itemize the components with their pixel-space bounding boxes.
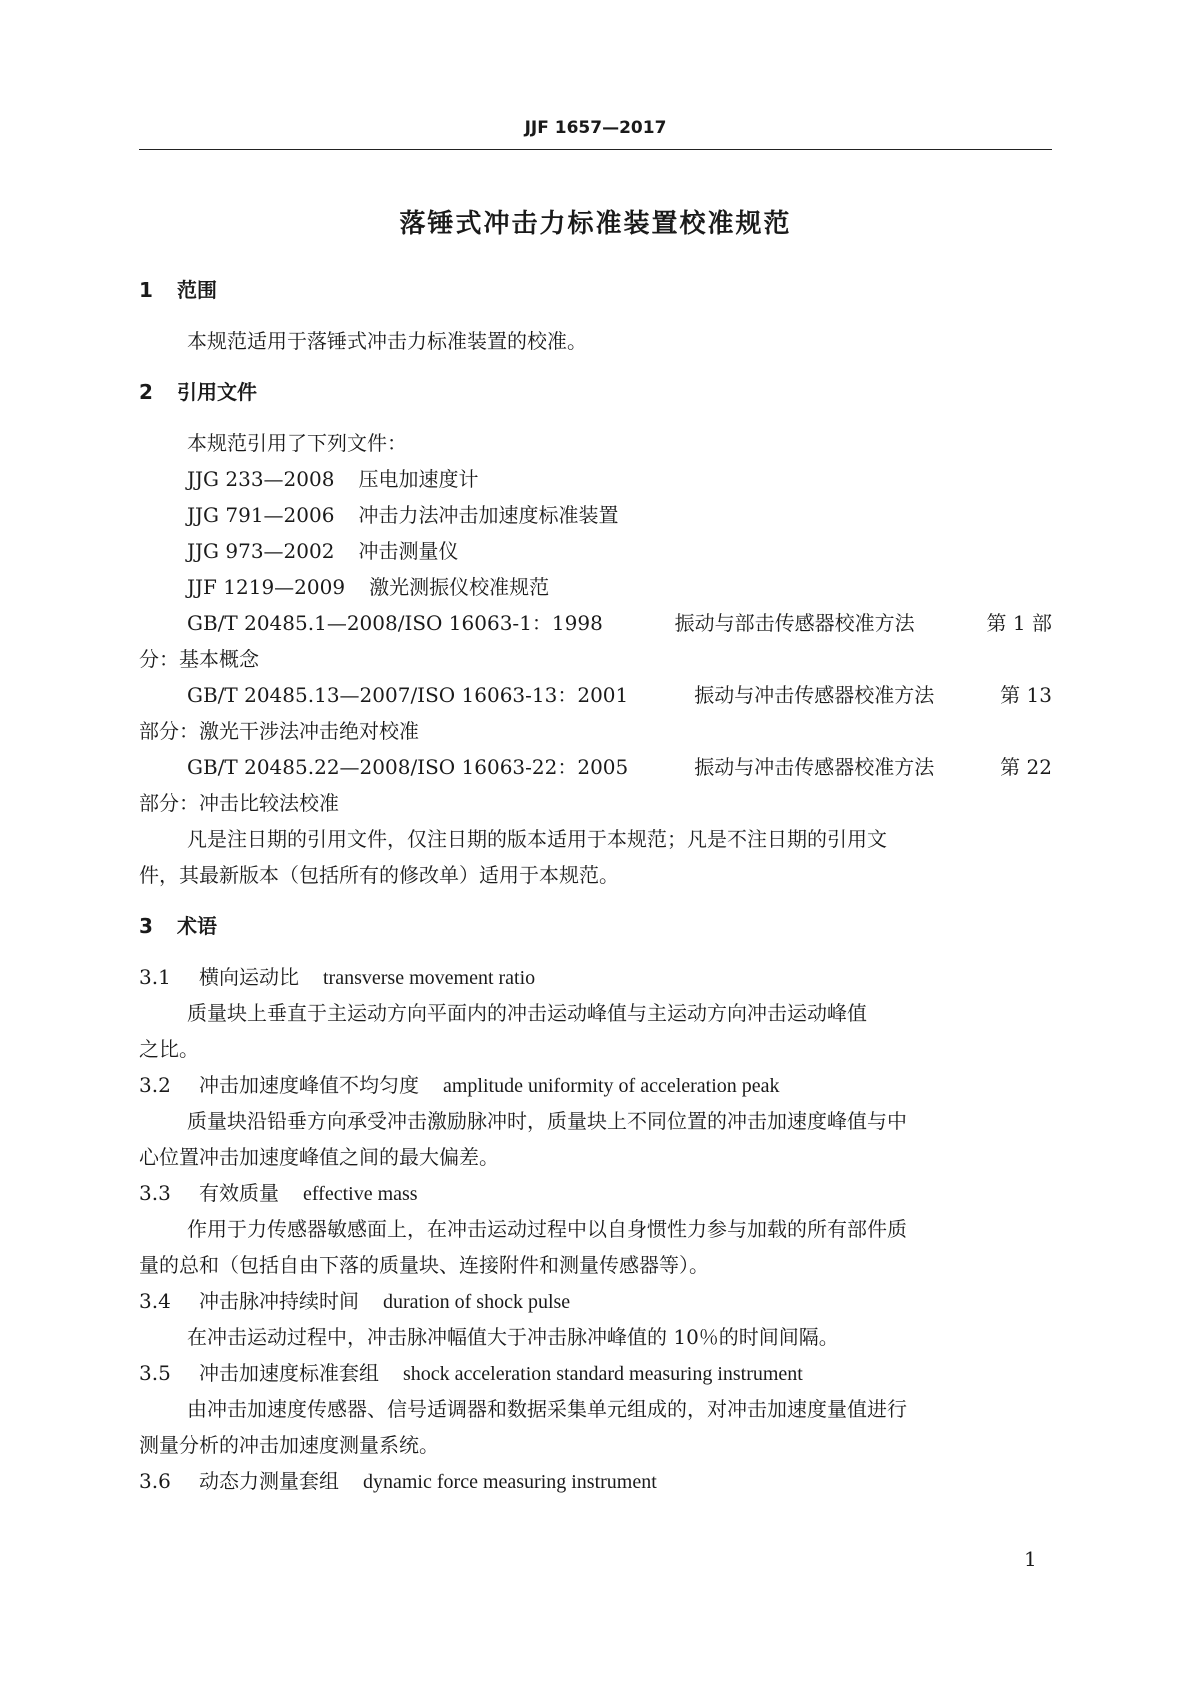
- reference-item: [187, 465, 1052, 493]
- reference-code: GB/T 20485.1—2008/ISO 16063-1：1998: [187, 611, 603, 635]
- scope-paragraph: 本规范适用于落锤式冲击力标准装置的校准。: [187, 329, 587, 353]
- term-en: effective mass: [303, 1183, 418, 1205]
- term-definition: 在冲击运动过程中，冲击脉冲幅值大于冲击脉冲峰值的 10％的时间间隔。: [187, 1325, 839, 1349]
- term-definition-cont: 之比。: [139, 1037, 199, 1061]
- term-heading: [139, 1467, 1052, 1496]
- reference-title: 冲击测量仪: [358, 539, 459, 563]
- term-definition-cont: 心位置冲击加速度峰值之间的最大偏差。: [139, 1145, 499, 1169]
- term-number: 3.2: [139, 1073, 171, 1097]
- term-definition: 质量块沿铅垂方向承受冲击激励脉冲时，质量块上不同位置的冲击加速度峰值与中: [187, 1109, 907, 1133]
- reference-part: 第 13: [1000, 683, 1052, 707]
- reference-title: 激光测振仪校准规范: [369, 575, 550, 599]
- term-zh: 横向运动比: [199, 965, 299, 989]
- references-intro: 本规范引用了下列文件：: [187, 431, 407, 455]
- header-standard-code: JJF 1657—2017: [524, 118, 667, 138]
- page-number: 1: [1024, 1547, 1037, 1571]
- references-note-line1: 凡是注日期的引用文件，仅注日期的版本适用于本规范；凡是不注日期的引用文: [187, 827, 887, 851]
- term-zh: 动态力测量套组: [199, 1469, 339, 1493]
- section-heading-scope: [139, 276, 1052, 304]
- section-title: 术语: [177, 914, 217, 938]
- term-number: 3.4: [139, 1289, 171, 1313]
- reference-item: [187, 501, 1052, 529]
- references-note-line2: 件，其最新版本（包括所有的修改单）适用于本规范。: [139, 863, 619, 887]
- term-en: amplitude uniformity of acceleration peak: [443, 1075, 780, 1097]
- reference-title: 振动与冲击传感器校准方法: [694, 755, 935, 779]
- term-en: transverse movement ratio: [323, 967, 536, 989]
- section-number: 3: [139, 914, 153, 938]
- term-definition: 由冲击加速度传感器、信号适调器和数据采集单元组成的，对冲击加速度量值进行: [187, 1397, 907, 1421]
- term-heading: [139, 1287, 1052, 1316]
- reference-item: [187, 537, 1052, 565]
- reference-title: 压电加速度计: [358, 467, 479, 491]
- term-zh: 冲击脉冲持续时间: [199, 1289, 359, 1313]
- term-heading: [139, 1179, 1052, 1208]
- reference-item: [187, 573, 1052, 601]
- reference-item: [187, 609, 1052, 637]
- term-definition: 作用于力传感器敏感面上，在冲击运动过程中以自身惯性力参与加载的所有部件质: [187, 1217, 907, 1241]
- reference-item: [187, 753, 1052, 781]
- reference-code: GB/T 20485.22—2008/ISO 16063-22：2005: [187, 755, 629, 779]
- section-title: 范围: [177, 278, 217, 302]
- term-en: shock acceleration standard measuring instrument: [403, 1363, 803, 1385]
- term-en: duration of shock pulse: [383, 1291, 571, 1313]
- section-number: 1: [139, 278, 153, 302]
- section-number: 2: [139, 380, 153, 404]
- reference-code: JJF 1219—2009: [187, 575, 346, 599]
- term-heading: [139, 1071, 1052, 1100]
- term-number: 3.3: [139, 1181, 171, 1205]
- reference-part: 第 22: [1000, 755, 1052, 779]
- reference-title: 振动与部击传感器校准方法: [674, 611, 915, 635]
- term-en: dynamic force measuring instrument: [363, 1471, 657, 1493]
- reference-continuation: 分：基本概念: [139, 647, 259, 671]
- reference-code: JJG 233—2008: [187, 467, 335, 491]
- term-heading: [139, 1359, 1052, 1388]
- section-heading-terms: [139, 912, 1052, 940]
- term-definition: 质量块上垂直于主运动方向平面内的冲击运动峰值与主运动方向冲击运动峰值: [187, 1001, 867, 1025]
- reference-part: 第 1 部: [986, 611, 1052, 635]
- section-title: 引用文件: [177, 380, 257, 404]
- term-zh: 有效质量: [199, 1181, 279, 1205]
- reference-title: 振动与冲击传感器校准方法: [694, 683, 935, 707]
- reference-code: JJG 973—2002: [187, 539, 335, 563]
- reference-item: [187, 681, 1052, 709]
- page-title: 落锤式冲击力标准装置校准规范: [399, 209, 792, 239]
- reference-code: JJG 791—2006: [187, 503, 335, 527]
- term-zh: 冲击加速度标准套组: [199, 1361, 379, 1385]
- term-definition-cont: 测量分析的冲击加速度测量系统。: [139, 1433, 439, 1457]
- term-heading: [139, 963, 1052, 992]
- term-number: 3.1: [139, 965, 171, 989]
- term-zh: 冲击加速度峰值不均匀度: [199, 1073, 419, 1097]
- header-rule: [139, 149, 1052, 150]
- reference-title: 冲击力法冲击加速度标准装置: [358, 503, 619, 527]
- term-number: 3.6: [139, 1469, 171, 1493]
- term-number: 3.5: [139, 1361, 171, 1385]
- term-definition-cont: 量的总和（包括自由下落的质量块、连接附件和测量传感器等）。: [139, 1253, 709, 1277]
- reference-continuation: 部分：冲击比较法校准: [139, 791, 339, 815]
- reference-continuation: 部分：激光干涉法冲击绝对校准: [139, 719, 419, 743]
- reference-code: GB/T 20485.13—2007/ISO 16063-13：2001: [187, 683, 629, 707]
- section-heading-references: [139, 378, 1052, 406]
